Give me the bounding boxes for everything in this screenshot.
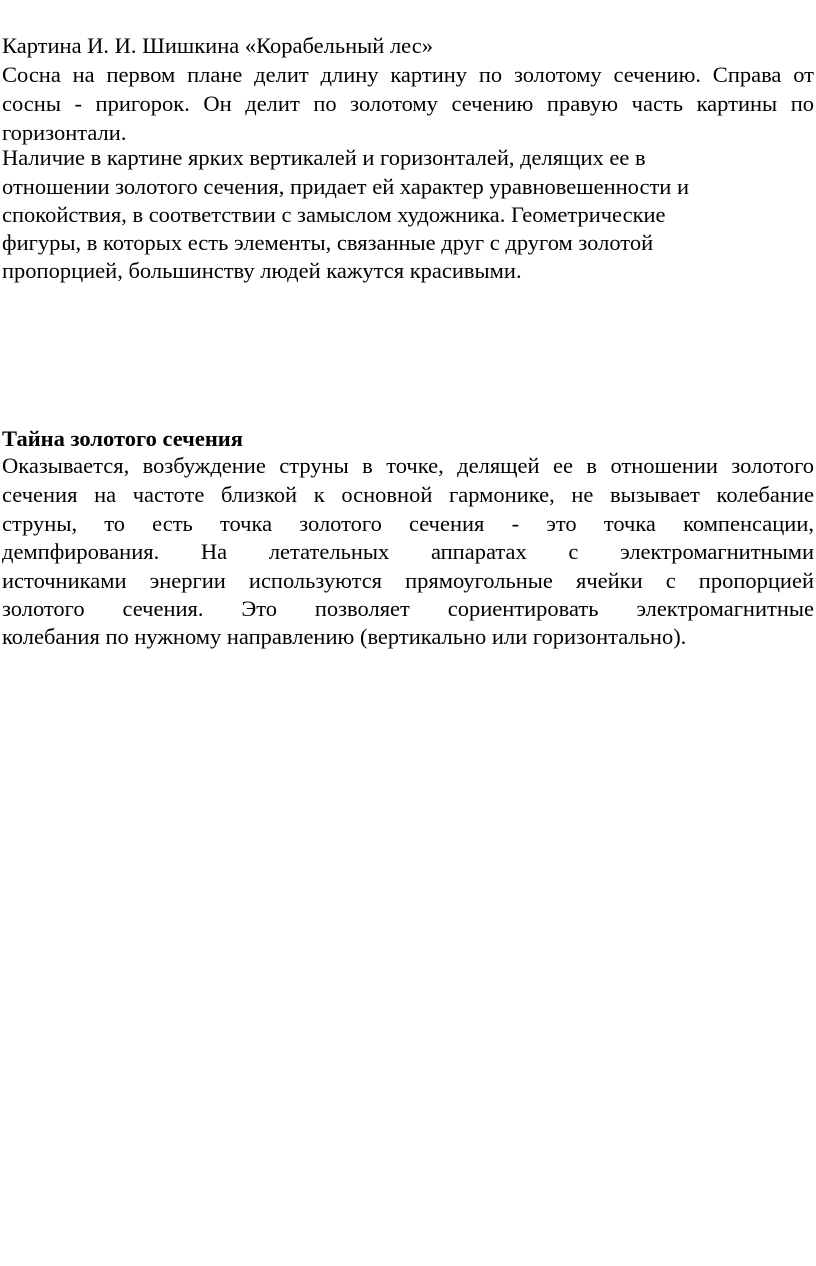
paragraph-line: золотого сечения. Это позволяет сориентировать электромагнитные bbox=[2, 596, 814, 621]
paragraph-line: фигуры, в которых есть элементы, связанные друг с другом золотой bbox=[2, 230, 654, 255]
paragraph-line: источниками энергии используются прямоугольные ячейки с пропорцией bbox=[2, 568, 814, 593]
paragraph-line: Наличие в картине ярких вертикалей и горизонталей, делящих ее в bbox=[2, 145, 646, 170]
paragraph-line: Оказывается, возбуждение струны в точке, делящей ее в отношении золотого bbox=[2, 453, 814, 478]
paragraph-line: сосны - пригорок. Он делит по золотому сечению правую часть картины по bbox=[2, 91, 814, 116]
section-heading: Тайна золотого сечения bbox=[2, 426, 243, 451]
paragraph-line: колебания по нужному направлению (вертикально или горизонтально). bbox=[2, 624, 687, 649]
paragraph-line: струны, то есть точка золотого сечения - это точка компенсации, bbox=[2, 511, 814, 536]
paragraph-line: Сосна на первом плане делит длину картину по золотому сечению. Справа от bbox=[2, 62, 814, 87]
paragraph-line: демпфирования. На летательных аппаратах с электромагнитными bbox=[2, 539, 814, 564]
paragraph-line: горизонтали. bbox=[2, 120, 127, 145]
painting-title-line: Картина И. И. Шишкина «Корабельный лес» bbox=[2, 33, 433, 58]
paragraph-line: сечения на частоте близкой к основной гармонике, не вызывает колебание bbox=[2, 482, 814, 507]
paragraph-line: пропорцией, большинству людей кажутся красивыми. bbox=[2, 258, 522, 283]
paragraph-line: отношении золотого сечения, придает ей характер уравновешенности и bbox=[2, 174, 690, 199]
paragraph-line: спокойствия, в соответствии с замыслом художника. Геометрические bbox=[2, 202, 666, 227]
